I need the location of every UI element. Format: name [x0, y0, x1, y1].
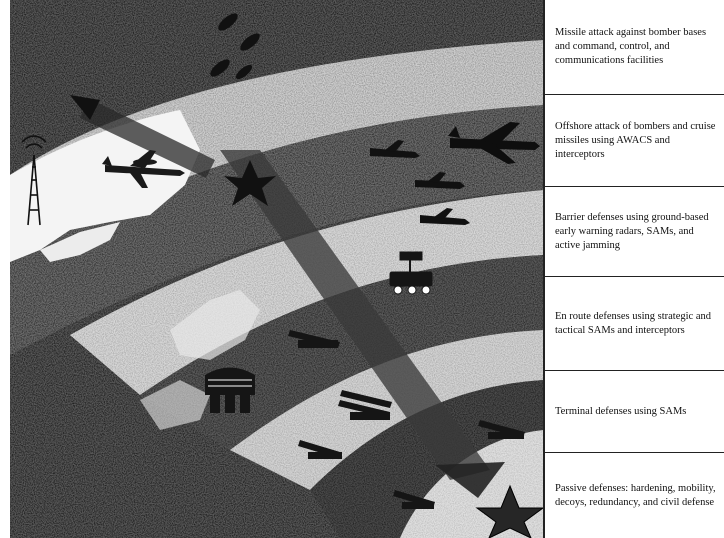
legend-text: Terminal defenses using SAMs — [555, 405, 687, 417]
legend-text: Missile attack against bomber bases and command, control, and communications facilities — [555, 27, 707, 66]
legend-item-barrier-defenses — [545, 187, 724, 277]
legend-text: Passive defenses: hardening, mobility, decoys, redundancy, and civil defense — [555, 482, 716, 508]
legend-panel — [544, 0, 724, 538]
legend-item-missile-attack — [545, 0, 724, 95]
hardened-shelter-icon — [205, 368, 255, 414]
legend-item-terminal-defenses — [545, 371, 724, 453]
legend-text: Offshore attack of bombers and cruise missiles using AWACS and interceptors — [555, 120, 716, 160]
legend-item-en-route-defenses — [545, 277, 724, 371]
legend-item-passive-defenses — [545, 453, 724, 538]
legend-text: En route defenses using strategic and tactical SAMs and interceptors — [555, 310, 711, 336]
legend-text: Barrier defenses using ground-based early warning radars, SAMs, and active jamming — [555, 211, 709, 251]
layered-defense-illustration — [10, 0, 544, 538]
legend-item-offshore-attack — [545, 95, 724, 187]
